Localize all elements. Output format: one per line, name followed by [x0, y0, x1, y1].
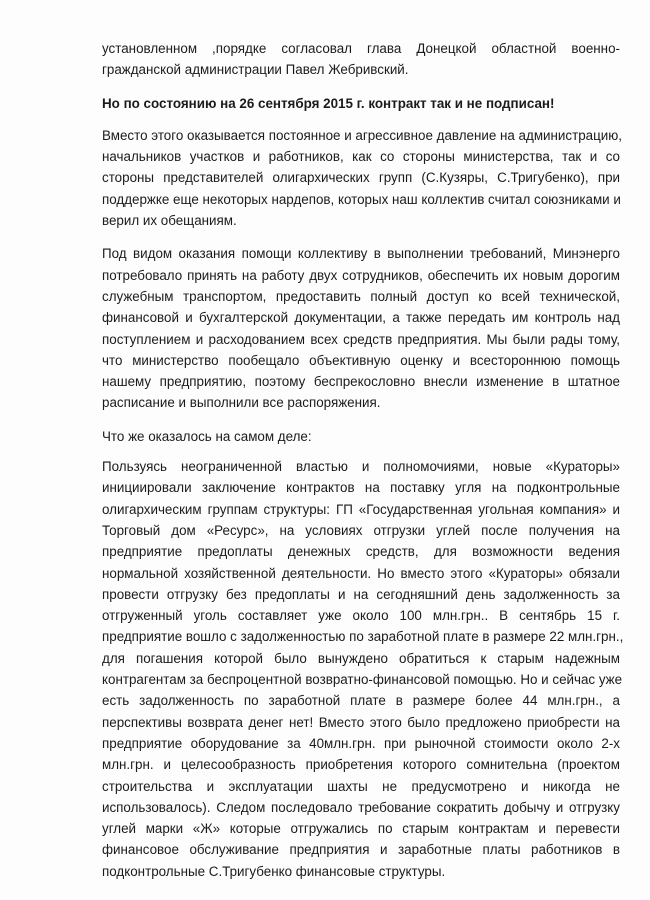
text-line: контрагентам за беспроцентной возвратно-финансовой помощью. Но и сейчас уже	[102, 672, 623, 688]
text-line: нашему предприятию, поэтому беспрекословно внесли изменение в штатное	[102, 374, 620, 390]
text-line: отгруженный уголь составляет уже около 100 млн.грн.. В сентябрь 15 г.	[102, 608, 620, 624]
text-line: строительства и эксплуатации шахты не предусмотрено и никогда не	[102, 778, 620, 794]
text-line: провести отгрузку без предоплаты и на сегодняшний день задолженность за	[102, 586, 620, 602]
text-line: расписание и выполнили все распоряжения.	[102, 395, 381, 411]
text-line: Что же оказалось на самом деле:	[102, 428, 312, 444]
paragraph-approval	[102, 38, 620, 81]
text-line: верил их обещаниям.	[102, 213, 237, 229]
text-line: использовалось). Следом последовало требование сократить добычу и отгрузку	[102, 799, 620, 815]
text-line: финансовое обслуживание предприятия и заработные платы работников в	[102, 842, 620, 858]
text-line: потребовало принять на работу двух сотрудников, обеспечить их новым дорогим	[102, 267, 620, 283]
text-line: олигархическим группам структуры: ГП «Государственная угольная компания» и	[102, 501, 620, 517]
paragraph-curators	[102, 456, 624, 882]
text-line: подконтрольные С.Тригубенко финансовые структуры.	[102, 863, 446, 879]
text-line: поступлением и расходованием всех средств предприятия. Мы были рады тому,	[102, 331, 620, 347]
paragraph-what-happened	[102, 426, 620, 447]
text-line: перспективы возврата денег нет! Вместо этого было предложено приобрести на	[102, 714, 620, 730]
paragraph-pressure	[102, 125, 623, 231]
text-line: Но по состоянию на 26 сентября 2015 г. контракт так и не подписан!	[102, 95, 555, 111]
text-line: Вместо этого оказывается постоянное и агрессивное давление на администрацию,	[102, 127, 623, 143]
text-line: есть задолженность по заработной плате в размере более 44 млн.грн., а	[102, 693, 620, 709]
text-line: Пользуясь неограниченной властью и полномочиями, новые «Кураторы»	[102, 459, 620, 475]
text-line: предприятие оборудование за 40млн.грн. при рыночной стоимости около 2-х	[102, 735, 620, 751]
text-line: Под видом оказания помощи коллективу в выполнении требований, Минэнерго	[102, 246, 620, 262]
text-line: начальников участков и работников, как со стороны министерства, так и со	[102, 149, 620, 165]
text-line: инициировали заключение контрактов на поставку угля на подконтрольные	[102, 480, 620, 496]
text-line: предприятие вошло с задолженностью по заработной плате в размере 22 млн.грн.,	[102, 629, 624, 645]
text-line: гражданской администрации Павел Жебривский.	[102, 62, 409, 78]
text-line: финансовой и бухгалтерской документации, а также передать им контроль над	[102, 310, 620, 326]
text-line: углей марки «Ж» которые отгружались по старым контрактам и перевести	[102, 821, 620, 837]
text-line: стороны представителей олигархических групп (С.Кузяры, С.Тригубенко), при	[102, 170, 620, 186]
paragraph-contract-not-signed	[102, 93, 620, 114]
paragraph-ministry-demands	[102, 243, 620, 413]
text-line: предприятие предоплаты денежных средств, для возможности ведения	[102, 544, 620, 560]
text-line: Торговый дом «Ресурс», на условиях отгрузки углей после получения на	[102, 522, 620, 538]
text-line: служебным транспортом, предоставить полный доступ ко всей технической,	[102, 288, 620, 304]
text-line: установленном ,порядке согласовал глава Донецкой областной военно-	[102, 41, 620, 56]
text-line: для погашения которой было вынуждено обратиться к старым надежным	[102, 650, 620, 666]
text-line: поддержке еще некоторых нардепов, которых наш коллектив считал союзниками и	[102, 191, 621, 207]
text-line: нормальной хозяйственной деятельности. Но вместо этого «Кураторы» обязали	[102, 565, 620, 581]
text-line: что министерство пообещало объективную оценку и всестороннюю помощь	[102, 352, 620, 368]
text-line: млн.грн. и целесообразность приобретения которого сомнительна (проектом	[102, 757, 620, 773]
